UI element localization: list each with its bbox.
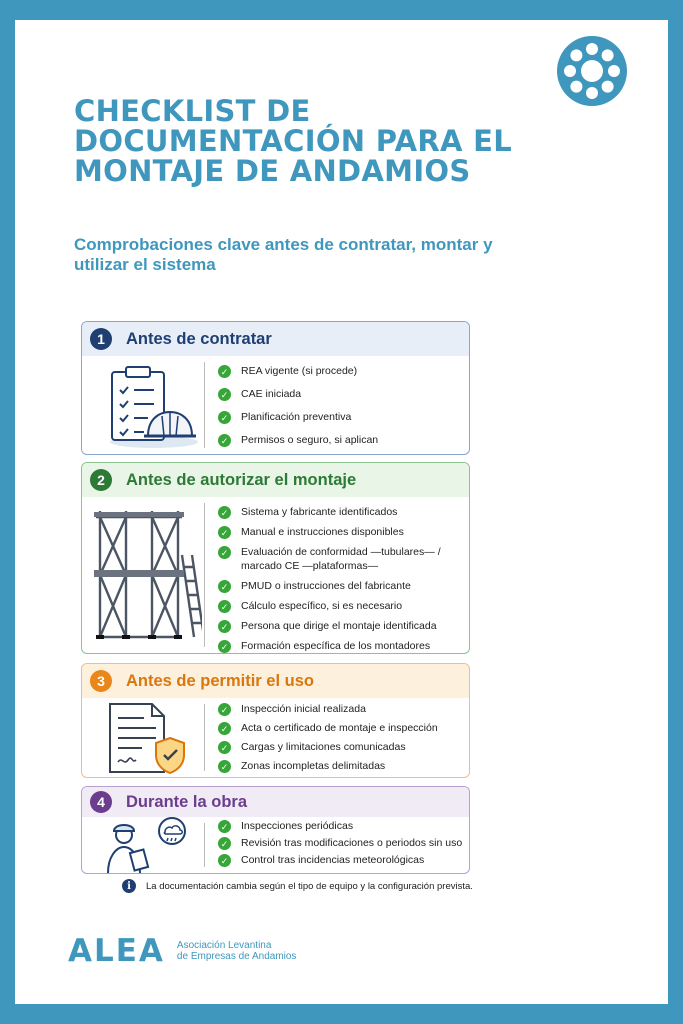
list-item: ✓ REA vigente (si procede)	[218, 364, 468, 378]
section-header	[82, 322, 469, 356]
check-icon: ✓	[218, 365, 231, 378]
check-icon: ✓	[218, 580, 231, 593]
section-card-3	[81, 663, 470, 778]
section-checklist	[218, 702, 468, 773]
list-item: ✓ Inspecciones periódicas	[218, 819, 468, 833]
list-item: ✓ Planificación preventiva	[218, 410, 468, 424]
list-item: ✓ Zonas incompletas delimitadas	[218, 759, 468, 773]
section-title: Antes de permitir el uso	[126, 671, 314, 690]
list-item: ✓ Cargas y limitaciones comunicadas	[218, 740, 468, 754]
list-item: ✓ CAE iniciada	[218, 387, 468, 401]
section-checklist	[218, 505, 468, 653]
check-icon: ✓	[218, 820, 231, 833]
brand-name: ALEA	[68, 933, 165, 969]
list-item: ✓ Manual e instrucciones disponibles	[218, 525, 468, 539]
check-icon: ✓	[218, 741, 231, 754]
alea-logo-mark-icon	[556, 35, 628, 107]
section-header	[82, 463, 469, 497]
section-header	[82, 787, 469, 817]
list-item: ✓ PMUD o instrucciones del fabricante	[218, 579, 468, 593]
check-icon: ✓	[218, 640, 231, 653]
info-icon: i	[122, 879, 136, 893]
check-icon: ✓	[218, 411, 231, 424]
clipboard-helmet-icon	[82, 356, 202, 455]
check-icon: ✓	[218, 506, 231, 519]
check-icon: ✓	[218, 600, 231, 613]
check-icon: ✓	[218, 620, 231, 633]
scaffold-icon	[82, 497, 202, 654]
section-number: 1	[90, 328, 112, 350]
list-item: ✓ Revisión tras modificaciones o periodos sin uso	[218, 836, 468, 850]
list-item: ✓ Formación específica de los montadores	[218, 639, 468, 653]
list-item: ✓ Permisos o seguro, si aplican	[218, 433, 468, 447]
list-item: ✓ Acta o certificado de montaje e inspección	[218, 721, 468, 735]
section-number: 4	[90, 791, 112, 813]
section-title: Antes de contratar	[126, 329, 272, 348]
section-number: 3	[90, 670, 112, 692]
section-card-1	[81, 321, 470, 455]
check-icon: ✓	[218, 546, 231, 559]
info-note	[122, 879, 473, 893]
check-icon: ✓	[218, 434, 231, 447]
check-icon: ✓	[218, 854, 231, 867]
section-number: 2	[90, 469, 112, 491]
note-text: La documentación cambia según el tipo de equipo y la configuración prevista.	[146, 880, 473, 892]
brand-tagline: Asociación Levantina de Empresas de Andamios	[176, 940, 297, 962]
footer-brand	[68, 933, 296, 969]
section-checklist	[218, 819, 468, 867]
list-item: ✓ Persona que dirige el montaje identificada	[218, 619, 468, 633]
list-item: ✓ Sistema y fabricante identificados	[218, 505, 468, 519]
section-card-4	[81, 786, 470, 874]
page-title: CHECKLIST DE DOCUMENTACIÓN PARA EL MONTAJE DE ANDAMIOS	[74, 94, 513, 188]
inspector-weather-icon	[82, 817, 202, 874]
check-icon: ✓	[218, 760, 231, 773]
list-item: ✓ Cálculo específico, si es necesario	[218, 599, 468, 613]
check-icon: ✓	[218, 837, 231, 850]
page-subtitle: Comprobaciones clave antes de contratar, montar y utilizar el sistema	[74, 235, 493, 274]
check-icon: ✓	[218, 722, 231, 735]
list-item: ✓ Inspección inicial realizada	[218, 702, 468, 716]
list-item: ✓ Control tras incidencias meteorológicas	[218, 853, 468, 867]
certificate-shield-icon	[82, 698, 202, 778]
section-checklist	[218, 364, 468, 447]
section-title: Antes de autorizar el montaje	[126, 470, 357, 489]
check-icon: ✓	[218, 388, 231, 401]
check-icon: ✓	[218, 703, 231, 716]
section-header	[82, 664, 469, 698]
check-icon: ✓	[218, 526, 231, 539]
list-item: ✓ Evaluación de conformidad —tubulares— / marcado CE —plataformas—	[218, 545, 468, 573]
section-title: Durante la obra	[126, 792, 248, 811]
section-card-2	[81, 462, 470, 654]
